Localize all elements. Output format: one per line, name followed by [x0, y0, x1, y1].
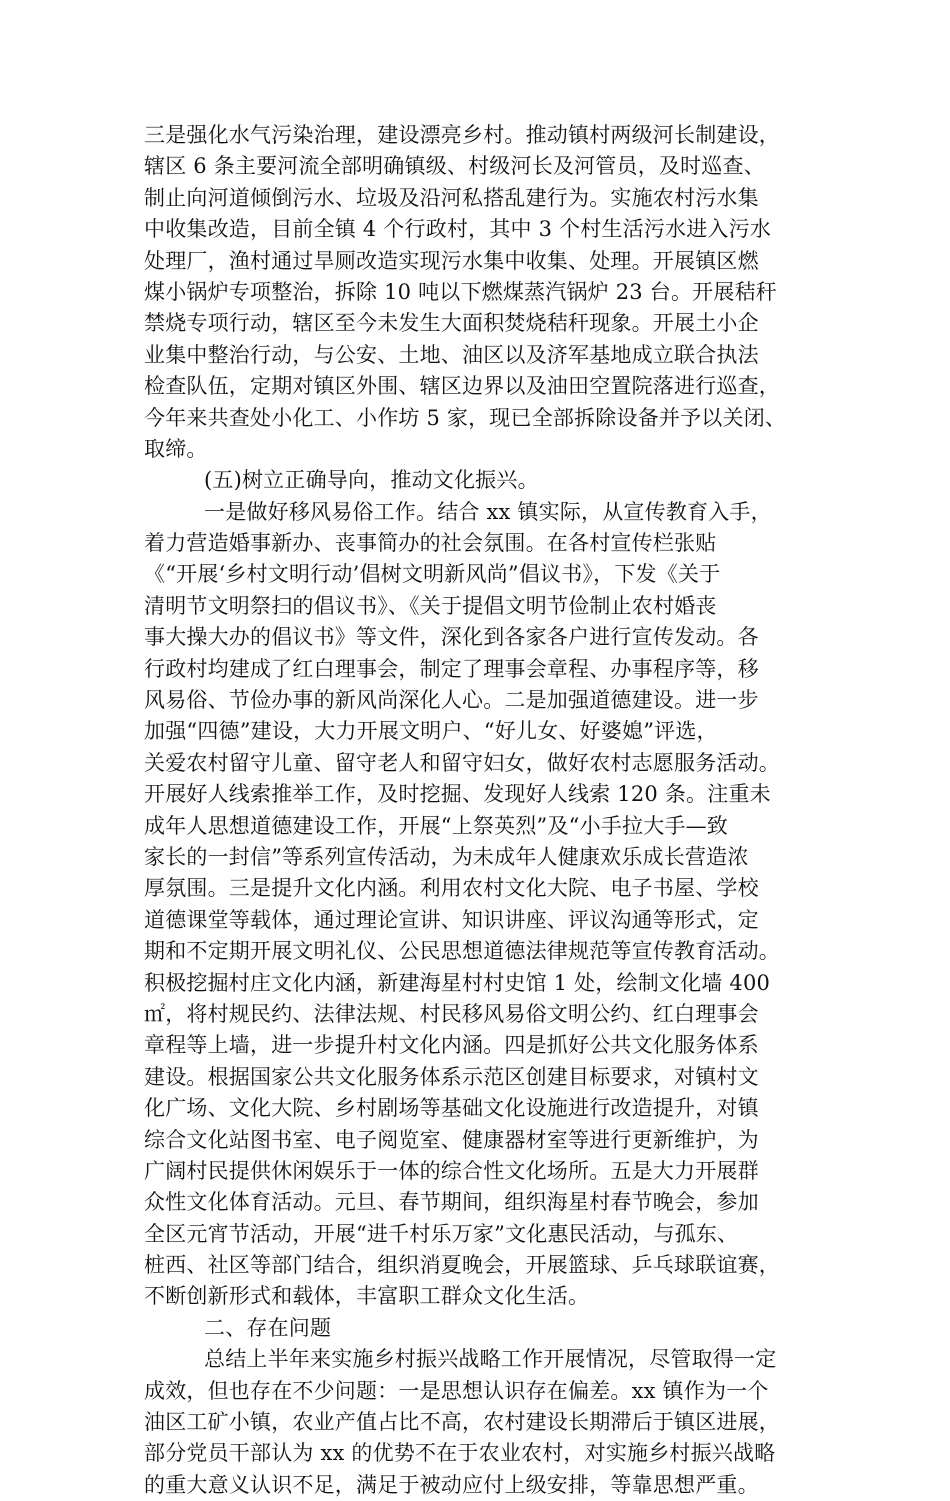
- text-line: 家长的一封信”等系列宣传活动，为未成年人健康欢乐成长营造浓: [144, 844, 749, 869]
- text-line: 今年来共查处小化工、小作坊 5 家，现已全部拆除设备并予以关闭、: [144, 405, 787, 430]
- text-line: (五)树立正确导向，推动文化振兴。: [204, 468, 539, 493]
- text-line: 开展好人线索推举工作，及时挖掘、发现好人线索 120 条。注重未: [144, 782, 771, 807]
- text-line: 全区元宵节活动，开展“进千村乐万家”文化惠民活动，与孤东、: [144, 1221, 739, 1246]
- text-line: 成效，但也存在不少问题：一是思想认识存在偏差。xx 镇作为一个: [144, 1378, 769, 1403]
- text-line: 的重大意义认识不足，满足于被动应付上级安排，等靠思想严重。: [144, 1472, 759, 1497]
- text-line: ㎡，将村规民约、法律法规、村民移风易俗文明公约、红白理事会: [144, 1001, 759, 1026]
- text-line: 关爱农村留守儿童、留守老人和留守妇女，做好农村志愿服务活动。: [144, 750, 780, 775]
- text-line: 桩西、社区等部门结合，组织消夏晚会，开展篮球、乒乓球联谊赛，: [144, 1253, 780, 1278]
- text-line: 成年人思想道德建设工作，开展“上祭英烈”及“小手拉大手—致: [144, 813, 729, 838]
- text-line: 章程等上墙，进一步提升村文化内涵。四是抓好公共文化服务体系: [144, 1033, 759, 1058]
- text-line: 众性文化体育活动。元旦、春节期间，组织海星村春节晚会，参加: [144, 1190, 759, 1215]
- text-line: 煤小锅炉专项整治，拆除 10 吨以下燃煤蒸汽锅炉 23 台。开展秸秆: [144, 279, 777, 304]
- text-line: 业集中整治行动，与公安、土地、油区以及济军基地成立联合执法: [144, 342, 759, 367]
- text-line: 二、存在问题: [204, 1315, 332, 1340]
- text-line: 期和不定期开展文明礼仪、公民思想道德法律规范等宣传教育活动。: [144, 939, 780, 964]
- text-line: 制止向河道倾倒污水、垃圾及沿河私搭乱建行为。实施农村污水集: [144, 185, 759, 210]
- text-line: 积极挖掘村庄文化内涵，新建海星村村史馆 1 处，绘制文化墙 400: [144, 970, 771, 995]
- text-line: 着力营造婚事新办、丧事简办的社会氛围。在各村宣传栏张贴: [144, 531, 717, 556]
- text-line: 行政村均建成了红白理事会，制定了理事会章程、办事程序等，移: [144, 656, 759, 681]
- text-line: 风易俗、节俭办事的新风尚深化人心。二是加强道德建设。进一步: [144, 688, 759, 713]
- text-line: 取缔。: [144, 436, 208, 461]
- text-line: 厚氛围。三是提升文化内涵。利用农村文化大院、电子书屋、学校: [144, 876, 759, 901]
- text-line: 清明节文明祭扫的倡议书》、《关于提倡文明节俭制止农村婚丧: [144, 593, 717, 618]
- text-line: 一是做好移风易俗工作。结合 xx 镇实际，从宣传教育入手，: [204, 499, 772, 524]
- text-line: 事大操大办的倡议书》等文件，深化到各家各户进行宣传发动。各: [144, 625, 759, 650]
- text-line: 处理厂，渔村通过旱厕改造实现污水集中收集、处理。开展镇区燃: [144, 248, 759, 273]
- text-line: 化广场、文化大院、乡村剧场等基础文化设施进行改造提升，对镇: [144, 1096, 759, 1121]
- text-line: 三是强化水气污染治理，建设漂亮乡村。推动镇村两级河长制建设，: [144, 123, 780, 147]
- text-line: 检查队伍，定期对镇区外围、辖区边界以及油田空置院落进行巡查，: [144, 374, 780, 399]
- text-line: 不断创新形式和载体，丰富职工群众文化生活。: [144, 1284, 590, 1309]
- text-line: 油区工矿小镇，农业产值占比不高，农村建设长期滞后于镇区进展，: [144, 1410, 780, 1435]
- text-line: 中收集改造，目前全镇 4 个行政村，其中 3 个村生活污水进入污水: [144, 217, 772, 242]
- text-line: 部分党员干部认为 xx 的优势不在于农业农村，对实施乡村振兴战略: [144, 1441, 776, 1466]
- text-line: 综合文化站图书室、电子阅览室、健康器材室等进行更新维护，为: [144, 1127, 759, 1152]
- text-line: 建设。根据国家公共文化服务体系示范区创建目标要求，对镇村文: [144, 1064, 759, 1089]
- document-body: [144, 120, 806, 1501]
- text-line: 辖区 6 条主要河流全部明确镇级、村级河长及河管员，及时巡查、: [144, 154, 765, 179]
- text-line: 禁烧专项行动，辖区至今未发生大面积焚烧秸秆现象。开展土小企: [144, 311, 759, 336]
- text-line: 广阔村民提供休闲娱乐于一体的综合性文化场所。五是大力开展群: [144, 1158, 759, 1183]
- text-line: 道德课堂等载体，通过理论宣讲、知识讲座、评议沟通等形式，定: [144, 907, 759, 932]
- text-line: 加强“四德”建设，大力开展文明户、“好儿女、好婆媳”评选，: [144, 719, 718, 744]
- text-line: 《“开展‘乡村文明行动’倡树文明新风尚”倡议书》，下发《关于: [144, 562, 721, 587]
- text-line: 总结上半年来实施乡村振兴战略工作开展情况，尽管取得一定: [204, 1347, 777, 1372]
